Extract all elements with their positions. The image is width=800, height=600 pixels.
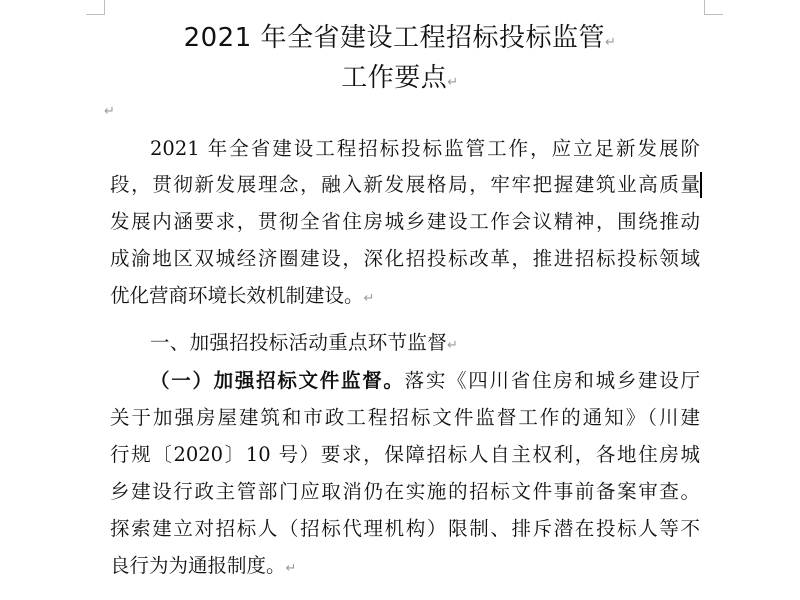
- item-1-line-2[interactable]: 关于加强房屋建筑和市政工程招标文件监督工作的通知》（川建: [110, 406, 700, 429]
- text-cursor: [700, 172, 702, 198]
- page-corner-mark-left: [86, 0, 105, 15]
- item-1-line-4[interactable]: 乡建设行政主管部门应取消仍在实施的招标文件事前备案审查。: [110, 480, 700, 503]
- item-1-line-3[interactable]: 行规〔2020〕10 号）要求，保障招标人自主权利，各地住房城: [110, 443, 700, 466]
- paragraph-mark-icon: ↵: [447, 75, 459, 90]
- paragraph-mark-icon: ↵: [104, 104, 115, 119]
- document-title-line-1: [0, 17, 800, 54]
- paragraph-mark-icon: ↵: [285, 561, 297, 576]
- title-line-1-text: 2021 年全省建设工程招标投标监管: [183, 23, 606, 53]
- section-1-heading-text: 一、加强招投标活动重点环节监督: [150, 331, 448, 354]
- item-1-line-6-text: 良行为为通报制度。: [110, 554, 286, 577]
- item-1-line-1[interactable]: [150, 364, 700, 398]
- item-1-lead: （一）加强招标文件监督。: [150, 369, 405, 392]
- paragraph-mark-icon: ↵: [605, 35, 617, 50]
- title-line-2-text: 工作要点: [341, 63, 448, 93]
- section-1-heading[interactable]: [150, 326, 700, 360]
- item-1-line-1-text: 落实《四川省住房和城乡建设厅: [404, 369, 700, 392]
- item-1-line-6[interactable]: [110, 549, 700, 583]
- paragraph-mark-icon: ↵: [447, 338, 459, 353]
- paragraph-mark-icon: ↵: [363, 291, 375, 306]
- document-title-line-2: [0, 57, 800, 94]
- intro-line-4[interactable]: 成渝地区双城经济圈建设，深化招投标改革，推进招标投标领域: [110, 247, 700, 270]
- intro-line-1[interactable]: 2021 年全省建设工程招标投标监管工作，应立足新发展阶: [150, 137, 700, 160]
- item-1-line-5[interactable]: 探索建立对招标人（招标代理机构）限制、排斥潜在投标人等不: [110, 517, 700, 540]
- intro-line-5[interactable]: [110, 279, 700, 313]
- page-corner-mark-right: [704, 0, 723, 15]
- intro-line-5-text: 优化营商环境长效机制建设。: [110, 284, 364, 307]
- intro-line-2[interactable]: 段，贯彻新发展理念，融入新发展格局，牢牢把握建筑业高质量: [110, 173, 700, 196]
- intro-line-3[interactable]: 发展内涵要求，贯彻全省住房城乡建设工作会议精神，围绕推动: [110, 210, 700, 233]
